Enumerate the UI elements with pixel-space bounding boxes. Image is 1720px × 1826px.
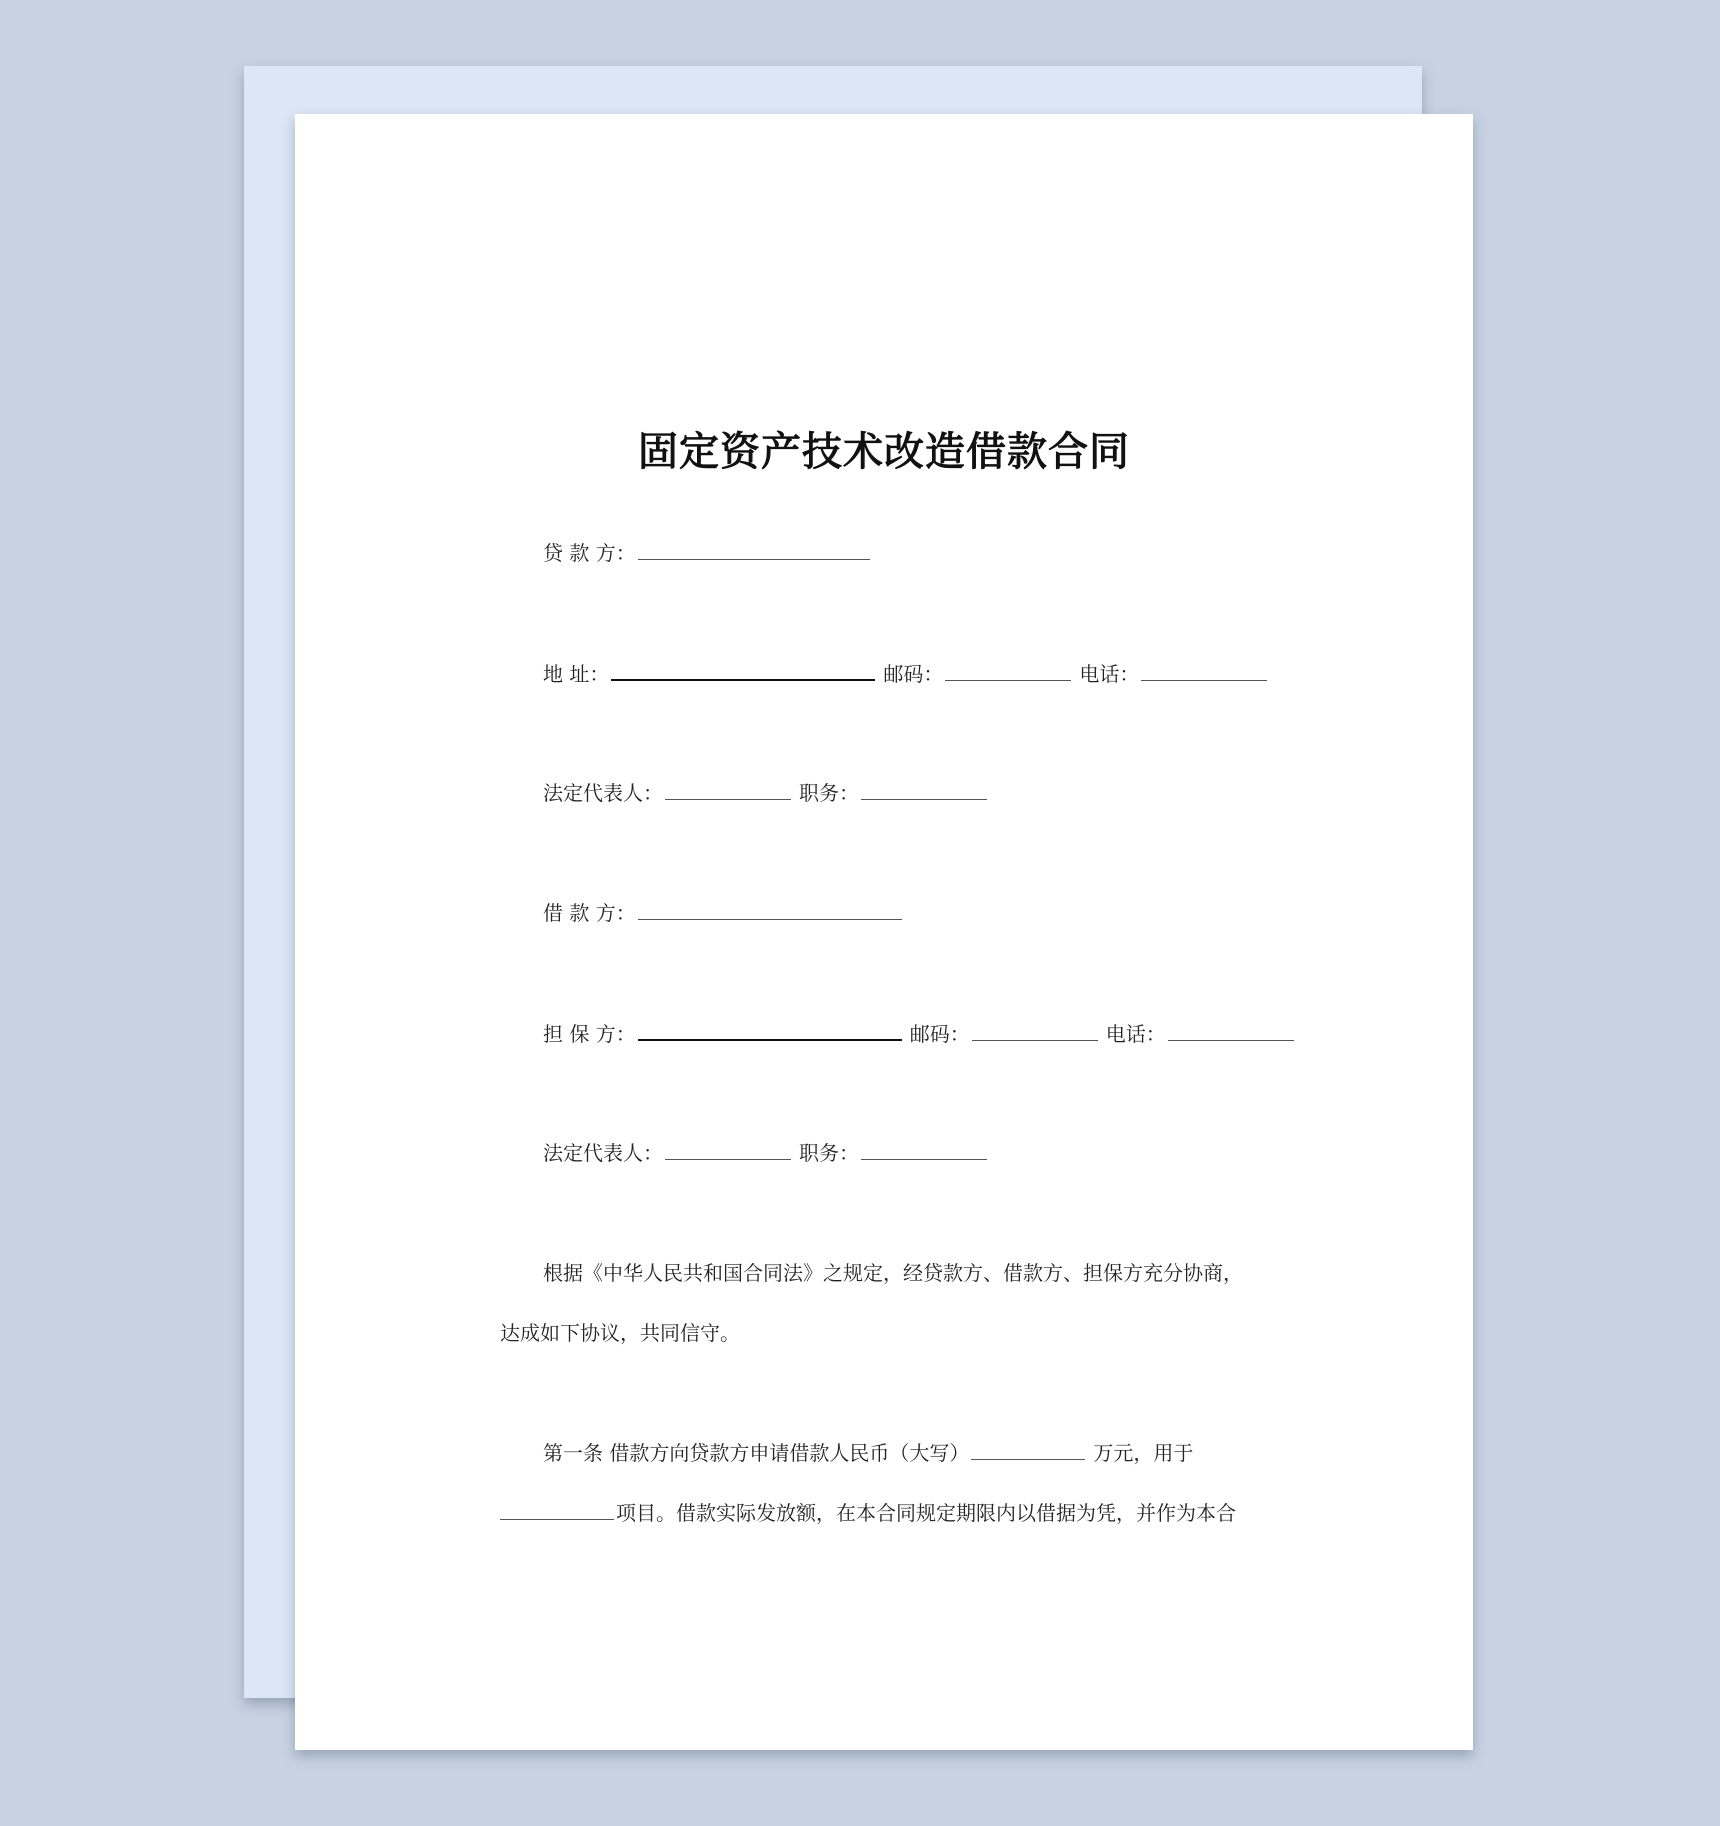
address-label: 地 址： [543,662,610,686]
guarantor-phone-blank[interactable] [1168,1020,1294,1041]
borrower-blank[interactable] [638,899,902,920]
phone-blank[interactable] [1141,660,1267,681]
position-blank[interactable] [861,779,987,800]
amount-blank[interactable] [971,1439,1085,1460]
guarantor-position-label: 职务： [799,1141,859,1165]
guarantor-position-blank[interactable] [861,1139,987,1160]
lender-blank[interactable] [638,539,870,560]
preamble-line-2: 达成如下协议，共同信守。 [500,1321,740,1345]
guarantor-legal-rep-label: 法定代表人： [543,1141,663,1165]
document-page [295,114,1473,1750]
guarantor-legal-rep-blank[interactable] [665,1139,791,1160]
guarantor-label: 担 保 方： [543,1022,636,1046]
guarantor-row [543,1019,1302,1048]
legal-rep-label: 法定代表人： [543,781,663,805]
borrower-row [543,899,910,927]
postcode-blank[interactable] [945,660,1071,681]
article1-line-2-text: 项目。借款实际发放额，在本合同规定期限内以借据为凭，并作为本合 [616,1501,1236,1525]
guarantor-postcode-label: 邮码： [909,1022,970,1046]
article1-prefix: 第一条 借款方向贷款方申请借款人民币（大写） [543,1441,970,1465]
preamble-line-1: 根据《中华人民共和国合同法》之规定，经贷款方、借款方、担保方充分协商， [543,1261,1243,1285]
guarantor-phone-label: 电话： [1105,1022,1166,1046]
article1-line-1 [543,1439,1193,1467]
article1-suffix: 万元，用于 [1093,1441,1194,1465]
borrower-label: 借 款 方： [543,901,636,925]
lender-row [543,539,878,567]
guarantor-rep-row [543,1139,995,1167]
legal-rep-blank[interactable] [665,779,791,800]
document-title: 固定资产技术改造借款合同 [638,429,1130,475]
article1-line-2 [500,1499,1236,1527]
phone-label: 电话： [1079,662,1140,686]
address-blank[interactable] [611,659,875,681]
lender-label: 贷 款 方： [543,541,636,565]
position-label: 职务： [799,781,859,805]
project-blank[interactable] [500,1499,614,1520]
guarantor-blank[interactable] [638,1019,902,1041]
guarantor-postcode-blank[interactable] [972,1020,1098,1041]
postcode-label: 邮码： [883,662,944,686]
lender-address-row [543,659,1275,688]
lender-rep-row [543,779,995,807]
